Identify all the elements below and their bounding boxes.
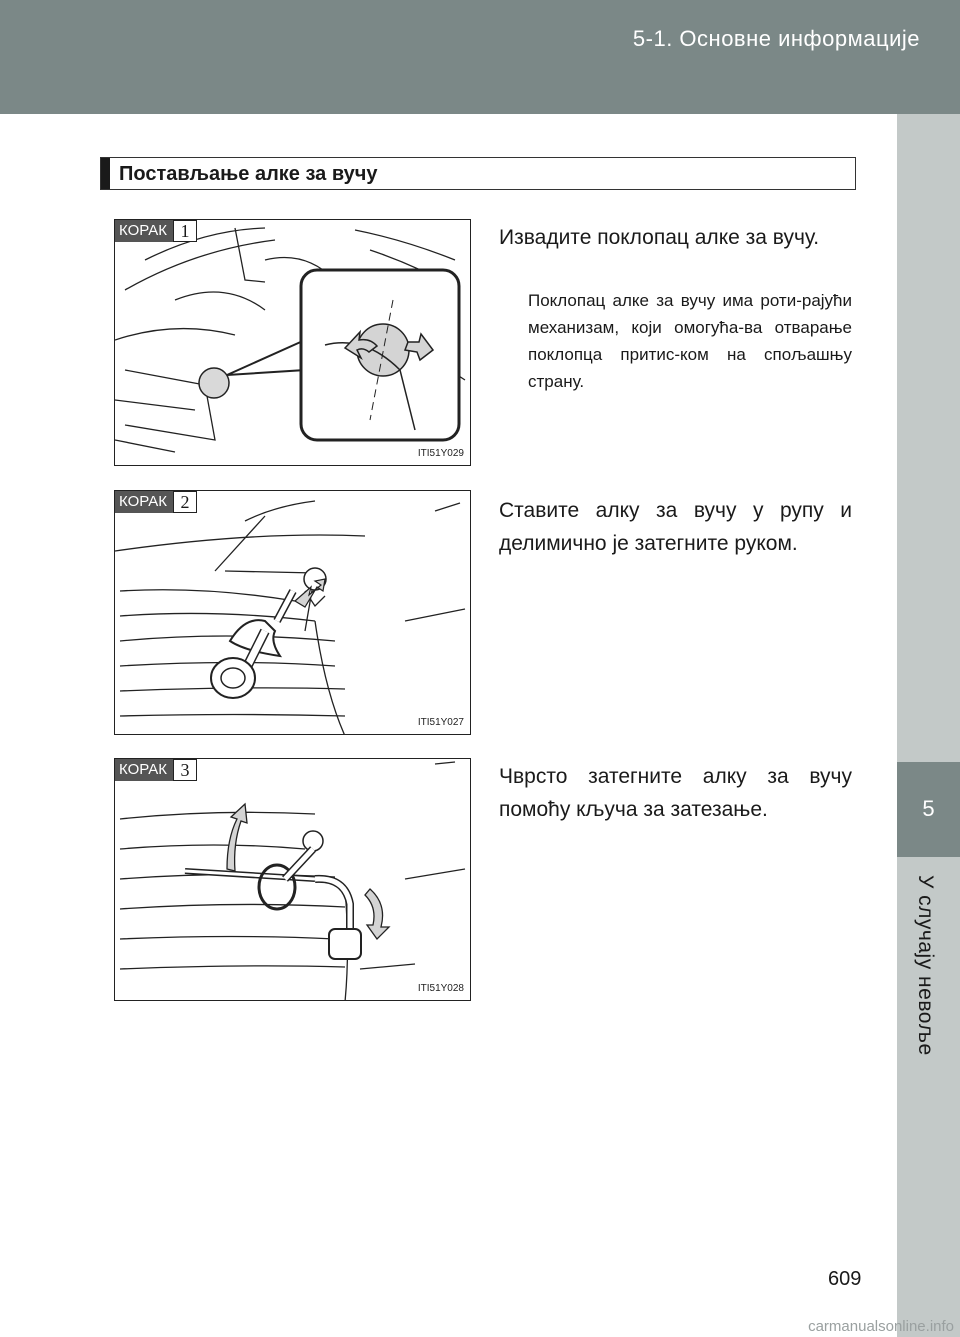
step-1-note: Поклопац алке за вучу има роти-рајући механизам, који омогућа-ва отварање поклопца притис-ком на спољашњу страну.	[528, 291, 852, 391]
watermark: carmanualsonline.info	[808, 1318, 954, 1335]
step-badge-number: 1	[173, 220, 197, 242]
figure-step-2	[114, 490, 471, 735]
header-title: 5-1. Основне информације	[632, 26, 920, 51]
section-title-bar	[101, 158, 110, 189]
step-3-text: Чврсто затегните алку за вучу помоћу кључа за затезање.	[499, 765, 852, 821]
insert-eyelet-illustration	[115, 491, 471, 735]
figure-step-1	[114, 219, 471, 466]
step-badge	[115, 491, 197, 513]
figure-step-3	[114, 758, 471, 1001]
figure-code: ITI51Y028	[417, 983, 464, 994]
chapter-title: У случају невоље	[914, 875, 937, 1056]
side-strip-top	[897, 114, 960, 762]
step-badge-label: КОРАК	[115, 220, 173, 242]
step-badge	[115, 759, 197, 781]
step-1-text: Извадите поклопац алке за вучу.	[499, 226, 820, 249]
side-strip-bottom	[897, 857, 960, 1337]
page-header	[0, 0, 960, 114]
step-badge-number: 2	[173, 491, 197, 513]
section-title-box	[100, 157, 856, 190]
section-title: Постављање алке за вучу	[119, 163, 378, 185]
remove-cover-illustration	[115, 220, 471, 466]
page-number: 609	[828, 1268, 862, 1290]
step-badge-label: КОРАК	[115, 759, 173, 781]
step-2-text: Ставите алку за вучу у рупу и делимично је затегните руком.	[499, 499, 852, 555]
step-badge-number: 3	[173, 759, 197, 781]
figure-code: ITI51Y027	[417, 717, 464, 728]
tighten-eyelet-illustration	[115, 759, 471, 1001]
step-badge	[115, 220, 197, 242]
figure-code: ITI51Y029	[417, 448, 464, 459]
step-badge-label: КОРАК	[115, 491, 173, 513]
chapter-number: 5	[922, 796, 935, 821]
chapter-tab[interactable]	[897, 762, 960, 857]
